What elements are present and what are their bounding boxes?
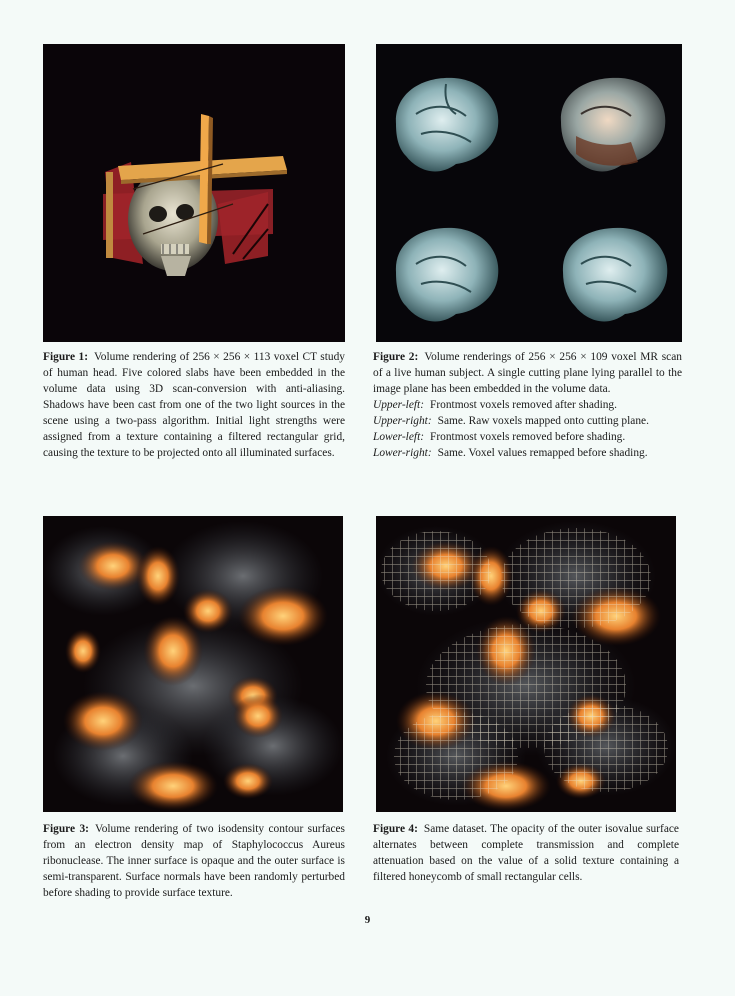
figure-3-label: Figure 3: [43,823,89,835]
figure-2-item [373,445,682,461]
figure-2-caption-text: Volume renderings of 256 × 256 × 109 voxel MR scan of a live human subject. A single cutting plane lying parallel to the image plane has been embedded in the volume data. [373,351,682,395]
item-key: Lower-right: [373,447,432,459]
figure-2-label: Figure 2: [373,351,419,363]
figure-4-caption-text: Same dataset. The opacity of the outer isovalue surface alternates between complete transmission and complete attenuation based on the value of a solid texture containing a filtered honeycomb of small rectangular cells. [373,823,679,883]
figure-2-item [373,397,682,413]
figure-1-label: Figure 1: [43,351,89,363]
figure-3-caption-text: Volume rendering of two isodensity contour surfaces from an electron density map of Staphylococcus Aureus ribonuclease. The inner surface is opaque and the outer surface is semi-transparent. Surface normals have been randomly perturbed before shading to provide surface texture. [43,823,345,899]
item-key: Upper-left: [373,399,425,411]
figure-1-image [43,44,345,342]
figure-3-image [43,516,343,812]
item-text: Frontmost voxels removed after shading. [430,399,617,411]
figure-2-caption [373,349,682,461]
item-text: Frontmost voxels removed before shading. [430,431,626,443]
figure-2-image [376,44,682,342]
mr-brain-renderings [376,44,682,342]
figure-2-item [373,413,682,429]
item-key: Lower-left: [373,431,425,443]
figure-3-caption [43,821,345,901]
isodensity-surfaces-rendering [43,516,343,812]
figure-1-caption-text: Volume rendering of 256 × 256 × 113 voxel CT study of human head. Five colored slabs have been embedded in the volume data using 3D scan-conversion with anti-aliasing. Shadows have been cast from one of the two light sources in the scene using a two-pass algorithm. Initial light strengths were assigned from a texture containing a filtered rectangular grid, causing the texture to be projected onto all illuminated surfaces. [43,351,345,459]
figure-4-caption [373,821,679,885]
item-key: Upper-right: [373,415,432,427]
page-number: 9 [364,914,371,926]
item-text: Same. Voxel values remapped before shading. [437,447,648,459]
figure-4-image [376,516,676,812]
honeycomb-textured-rendering [376,516,676,812]
ct-head-rendering [43,44,345,342]
figure-1-caption [43,349,345,461]
figure-4-label: Figure 4: [373,823,418,835]
item-text: Same. Raw voxels mapped onto cutting plane. [437,415,649,427]
figure-2-item [373,429,682,445]
